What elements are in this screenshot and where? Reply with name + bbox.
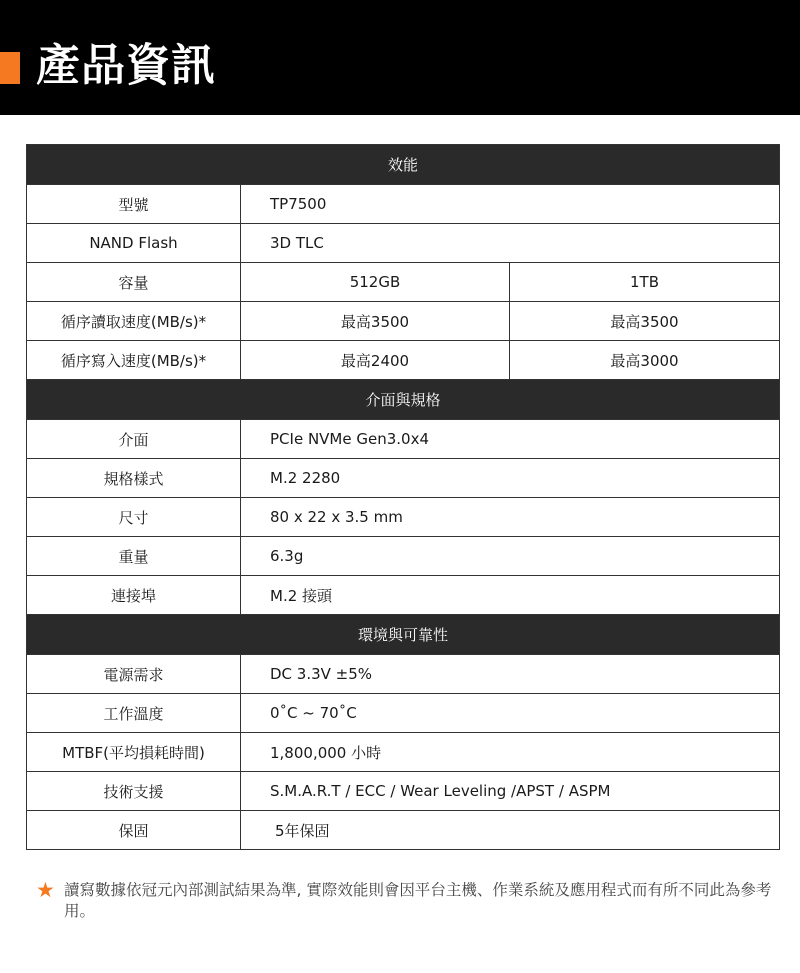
table-row	[27, 498, 780, 537]
row-value: M.2 接頭	[241, 576, 780, 615]
row-label: 介面	[27, 420, 241, 459]
spec-table	[26, 144, 780, 850]
footnote-text: 讀寫數據依冠元內部測試結果為準, 實際效能則會因平台主機、作業系統及應用程式而有所不同此為參考用。	[64, 881, 772, 920]
star-icon: ★	[36, 878, 55, 902]
header-accent-bar	[0, 52, 20, 84]
row-label: 重量	[27, 537, 241, 576]
table-row	[27, 420, 780, 459]
row-label: 型號	[27, 185, 241, 224]
row-value-1tb: 1TB	[510, 263, 780, 302]
section-header-environment	[27, 615, 780, 655]
table-row	[27, 733, 780, 772]
section-title: 環境與可靠性	[27, 615, 780, 655]
table-row	[27, 263, 780, 302]
row-value: PCIe NVMe Gen3.0x4	[241, 420, 780, 459]
table-row	[27, 772, 780, 811]
row-value: 0˚C ~ 70˚C	[241, 694, 780, 733]
row-value: TP7500	[241, 185, 780, 224]
section-header-interface	[27, 380, 780, 420]
row-label: NAND Flash	[27, 224, 241, 263]
table-row	[27, 459, 780, 498]
table-row	[27, 694, 780, 733]
row-label: 容量	[27, 263, 241, 302]
table-row	[27, 302, 780, 341]
row-value-1tb: 最高3500	[510, 302, 780, 341]
row-value-512gb: 最高2400	[241, 341, 510, 380]
page-title: 產品資訊	[36, 40, 216, 91]
footnote	[36, 880, 776, 922]
section-header-performance	[27, 145, 780, 185]
row-value: 80 x 22 x 3.5 mm	[241, 498, 780, 537]
table-row	[27, 655, 780, 694]
row-value: 6.3g	[241, 537, 780, 576]
row-label: 技術支援	[27, 772, 241, 811]
row-label: 連接埠	[27, 576, 241, 615]
section-title: 介面與規格	[27, 380, 780, 420]
row-label: 保固	[27, 811, 241, 850]
row-label: 電源需求	[27, 655, 241, 694]
row-label: 循序讀取速度(MB/s)*	[27, 302, 241, 341]
row-value-1tb: 最高3000	[510, 341, 780, 380]
row-value-512gb: 最高3500	[241, 302, 510, 341]
row-value-512gb: 512GB	[241, 263, 510, 302]
row-value: 3D TLC	[241, 224, 780, 263]
row-value: DC 3.3V ±5%	[241, 655, 780, 694]
section-title: 效能	[27, 145, 780, 185]
table-row	[27, 811, 780, 850]
row-value: 5年保固	[241, 811, 780, 850]
row-value: S.M.A.R.T / ECC / Wear Leveling /APST / ASPM	[241, 772, 780, 811]
table-row	[27, 341, 780, 380]
row-value: 1,800,000 小時	[241, 733, 780, 772]
table-row	[27, 537, 780, 576]
table-row	[27, 224, 780, 263]
row-value: M.2 2280	[241, 459, 780, 498]
row-label: 循序寫入速度(MB/s)*	[27, 341, 241, 380]
row-label: MTBF(平均損耗時間)	[27, 733, 241, 772]
row-label: 規格樣式	[27, 459, 241, 498]
page-header	[0, 0, 800, 115]
table-row	[27, 185, 780, 224]
row-label: 尺寸	[27, 498, 241, 537]
table-row	[27, 576, 780, 615]
row-label: 工作溫度	[27, 694, 241, 733]
